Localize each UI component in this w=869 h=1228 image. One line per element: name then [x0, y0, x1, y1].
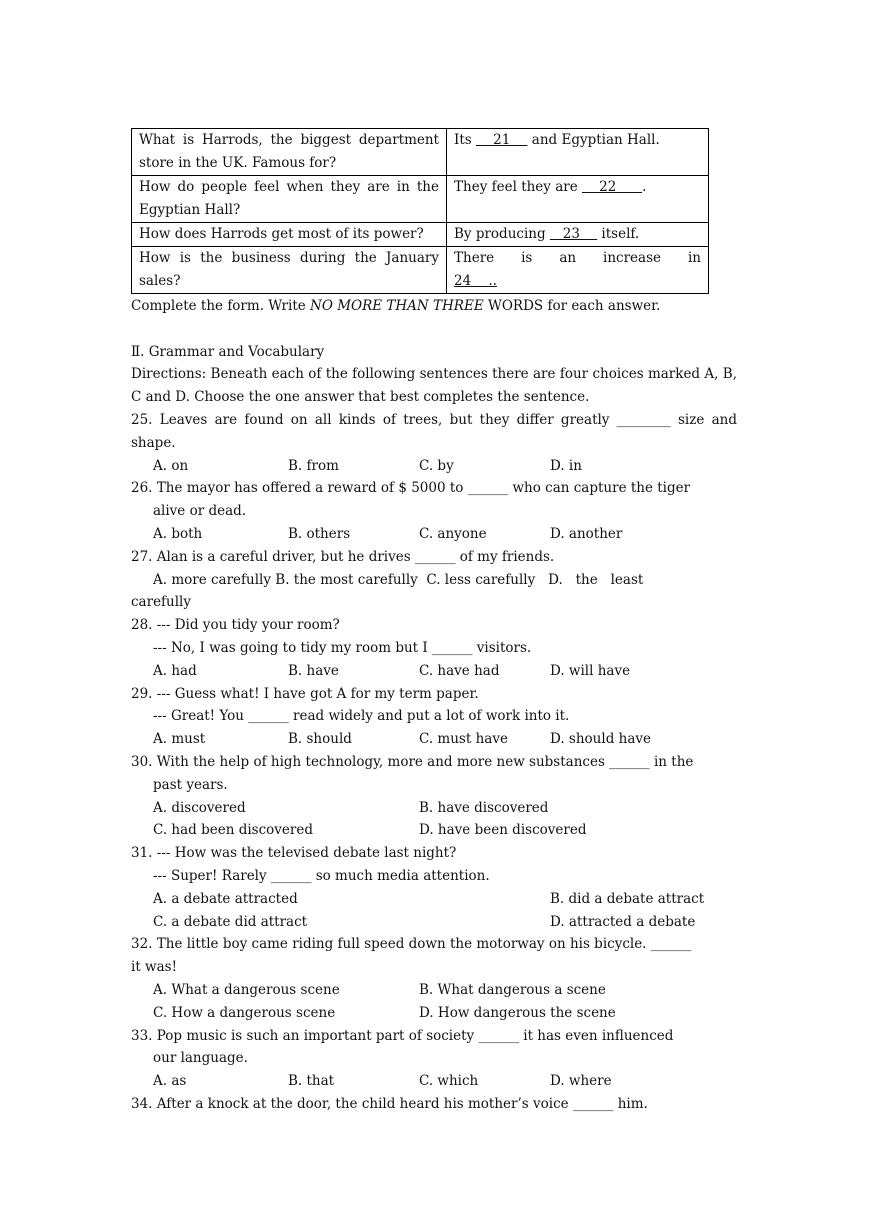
question-stem-continued: --- Great! You ______ read widely and put a lot of work into it.: [153, 708, 570, 725]
form-row: [132, 129, 709, 176]
question-options[interactable]: A. more carefully B. the most carefully C. less carefully D. the least: [153, 571, 644, 588]
option-d[interactable]: D. should have: [550, 731, 651, 748]
question-stem: 32. The little boy came riding full speed down the motorway on his bicycle. ______: [131, 936, 692, 953]
question-stem-continued: it was!: [131, 959, 177, 976]
option-b[interactable]: B. others: [288, 525, 351, 542]
form-answer: By producing 23 itself.: [447, 223, 709, 247]
option-b[interactable]: B. should: [288, 731, 352, 748]
question-options: [131, 1002, 737, 1025]
form-answer: Its 21 and Egyptian Hall.: [447, 129, 709, 176]
form-row: [132, 176, 709, 223]
option-c[interactable]: C. anyone: [419, 525, 487, 542]
question-stem-continued: --- Super! Rarely ______ so much media attention.: [153, 867, 490, 884]
question-stem-continued: our language.: [153, 1050, 248, 1067]
form-answer: There is an increase in 24 ..: [447, 247, 709, 294]
question-options: [131, 797, 737, 820]
option-a[interactable]: A. as: [153, 1073, 187, 1090]
option-b[interactable]: B. have discovered: [419, 799, 549, 816]
option-b[interactable]: B. did a debate attract: [550, 890, 705, 907]
question-stem: 30. With the help of high technology, more and more new substances ______ in the: [131, 753, 694, 770]
answer-form-table: [131, 128, 709, 294]
question-options: [131, 979, 737, 1002]
question-stem: 33. Pop music is such an important part of society ______ it has even influenced: [131, 1027, 674, 1044]
question-options: [131, 1070, 737, 1093]
form-question: What is Harrods, the biggest department store in the UK. Famous for?: [132, 129, 447, 176]
option-d[interactable]: D. have been discovered: [419, 822, 587, 839]
option-d[interactable]: D. in: [550, 457, 582, 474]
option-b[interactable]: B. have: [288, 662, 339, 679]
question-options: [131, 911, 737, 934]
option-d[interactable]: D. attracted a debate: [550, 913, 696, 930]
question-stem: 34. After a knock at the door, the child heard his mother’s voice ______ him.: [131, 1095, 648, 1112]
question-stem: 29. --- Guess what! I have got A for my term paper.: [131, 685, 479, 702]
option-b[interactable]: B. that: [288, 1073, 335, 1090]
form-instruction: Complete the form. Write NO MORE THAN THREE WORDS for each answer.: [131, 298, 661, 314]
blank-21[interactable]: 21: [475, 132, 528, 148]
option-a[interactable]: A. on: [153, 457, 189, 474]
option-c[interactable]: C. How a dangerous scene: [153, 1004, 336, 1021]
option-d[interactable]: D. where: [550, 1073, 612, 1090]
option-a[interactable]: A. must: [153, 731, 206, 748]
option-a[interactable]: A. What a dangerous scene: [153, 981, 340, 998]
question-stem-continued: --- No, I was going to tidy my room but I ______ visitors.: [153, 639, 532, 656]
question-options-continued: carefully: [131, 594, 192, 611]
option-d[interactable]: D. another: [550, 525, 623, 542]
document-page: [131, 128, 737, 1116]
question-options: [131, 728, 737, 751]
question-stem: 26. The mayor has offered a reward of $ 5000 to ______ who can capture the tiger: [131, 480, 691, 497]
form-question: How does Harrods get most of its power?: [132, 223, 447, 247]
question-options: [131, 523, 737, 546]
question-options: [131, 819, 737, 842]
blank-24[interactable]: 24 ..: [454, 273, 497, 289]
section-heading: Ⅱ. Grammar and Vocabulary: [131, 343, 325, 360]
question-stem: 28. --- Did you tidy your room?: [131, 617, 340, 634]
option-c[interactable]: C. which: [419, 1073, 479, 1090]
form-row: [132, 223, 709, 247]
option-a[interactable]: A. discovered: [153, 799, 246, 816]
option-d[interactable]: D. will have: [550, 662, 631, 679]
question-stem-continued: alive or dead.: [153, 503, 247, 520]
option-a[interactable]: A. a debate attracted: [153, 890, 298, 907]
option-c[interactable]: C. must have: [419, 731, 508, 748]
form-row: [132, 247, 709, 294]
option-b[interactable]: B. What dangerous a scene: [419, 981, 606, 998]
option-c[interactable]: C. had been discovered: [153, 822, 313, 839]
question-options: [131, 660, 737, 683]
question-stem: 31. --- How was the televised debate last night?: [131, 845, 457, 862]
option-c[interactable]: C. have had: [419, 662, 500, 679]
option-a[interactable]: A. had: [153, 662, 197, 679]
option-c[interactable]: C. a debate did attract: [153, 913, 308, 930]
section-directions: Directions: Beneath each of the following sentences there are four choices marked A, B, C and D. Choose the one answer that best completes the sentence.: [131, 366, 737, 406]
form-answer: They feel they are 22 .: [447, 176, 709, 223]
question-stem: 25. Leaves are found on all kinds of trees, but they differ greatly ________ size and shape.: [131, 411, 737, 451]
blank-22[interactable]: 22: [582, 179, 643, 195]
blank-23[interactable]: 23: [549, 226, 598, 242]
option-c[interactable]: C. by: [419, 457, 454, 474]
option-b[interactable]: B. from: [288, 457, 339, 474]
question-stem-continued: past years.: [153, 776, 228, 793]
option-d[interactable]: D. How dangerous the scene: [419, 1004, 616, 1021]
question-stem: 27. Alan is a careful driver, but he drives ______ of my friends.: [131, 548, 555, 565]
form-question: How is the business during the January sales?: [132, 247, 447, 294]
question-options: [131, 888, 737, 911]
option-a[interactable]: A. both: [153, 525, 203, 542]
form-question: How do people feel when they are in the Egyptian Hall?: [132, 176, 447, 223]
question-options: [131, 455, 737, 478]
